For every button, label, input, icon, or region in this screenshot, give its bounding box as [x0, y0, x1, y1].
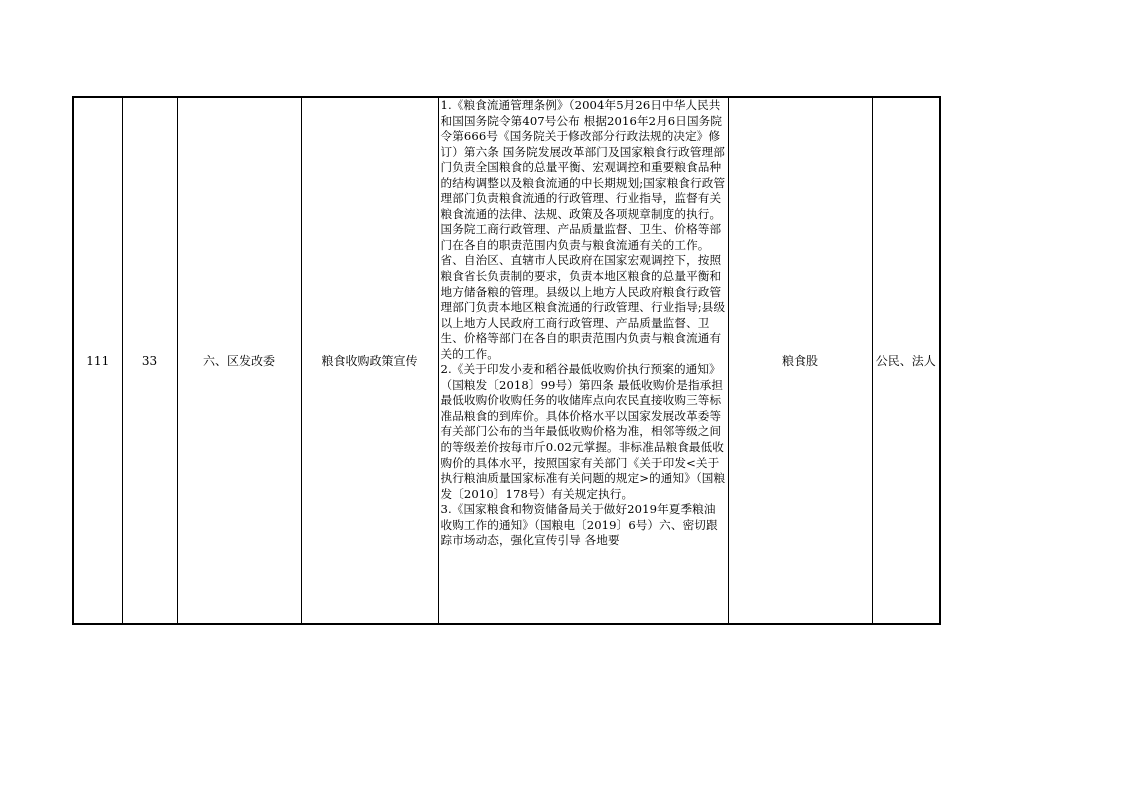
table-row: [73, 97, 940, 624]
legal-basis-cell: [438, 97, 728, 624]
sub-no-cell: [122, 97, 177, 624]
target-cell: [872, 97, 940, 624]
legal-basis-text: [441, 98, 726, 549]
responsible-unit-cell: [728, 97, 872, 624]
basis-paragraph-1: 1.《粮食流通管理条例》（2004年5月26日中华人民共和国国务院令第407号公布 根据2016年2月6日国务院令第666号《国务院关于修改部分行政法规的决定》修订）第六条 国务院发展改革部门及国家粮食行政管理部门负责全国粮食的总量平衡、宏观调控和重要粮食品种的结构调整以及粮食流通的中长期规划;国家粮食行政管理部门负责粮食流通的行政管理、行业指导，监督有关粮食流通的法律、法规、政策及各项规章制度的执行。国务院工商行政管理、产品质量监督、卫生、价格等部门在各自的职责范围内负责与粮食流通有关的工作。省、自治区、直辖市人民政府在国家宏观调控下，按照粮食省长负责制的要求，负责本地区粮食的总量平衡和地方储备粮的管理。县级以上地方人民政府粮食行政管理部门负责本地区粮食流通的行政管理、行业指导;县级以上地方人民政府工商行政管理、产品质量监督、卫生、价格等部门在各自的职责范围内负责与粮食流通有关的工作。: [440, 98, 726, 361]
department-cell: [177, 97, 301, 624]
target-group: 公民、法人: [875, 353, 936, 368]
seq-no-cell: [73, 97, 122, 624]
basis-paragraph-3: 3.《国家粮食和物资储备局关于做好2019年夏季粮油收购工作的通知》（国粮电〔2019〕6号）六、密切跟踪市场动态，强化宣传引导 各地要: [440, 502, 718, 548]
department: 六、区发改委: [202, 354, 275, 368]
basis-paragraph-2: 2.《关于印发小麦和稻谷最低收购价执行预案的通知》（国粮发〔2018〕99号）第四条 最低收购价是指承担最低收购价收购任务的收储库点向农民直接收购三等标准品粮食的到库价。具体价格水平以国家发展改革委等有关部门公布的当年最低收购价格为准，相邻等级之间的等级差价按每市斤0.02元掌握。非标准品粮食最低收购价的具体水平，按照国家有关部门《关于印发<关于执行粮油质量国家标准有关问题的规定>的通知》（国粮发〔2010〕178号）有关规定执行。: [440, 362, 726, 501]
sub-no: 33: [141, 353, 158, 368]
responsible-unit: 粮食股: [781, 354, 818, 368]
seq-no: 111: [86, 353, 110, 368]
policy-table: [72, 96, 941, 625]
item-name-cell: [301, 97, 438, 624]
item-name: 粮食收购政策宣传: [321, 354, 418, 368]
